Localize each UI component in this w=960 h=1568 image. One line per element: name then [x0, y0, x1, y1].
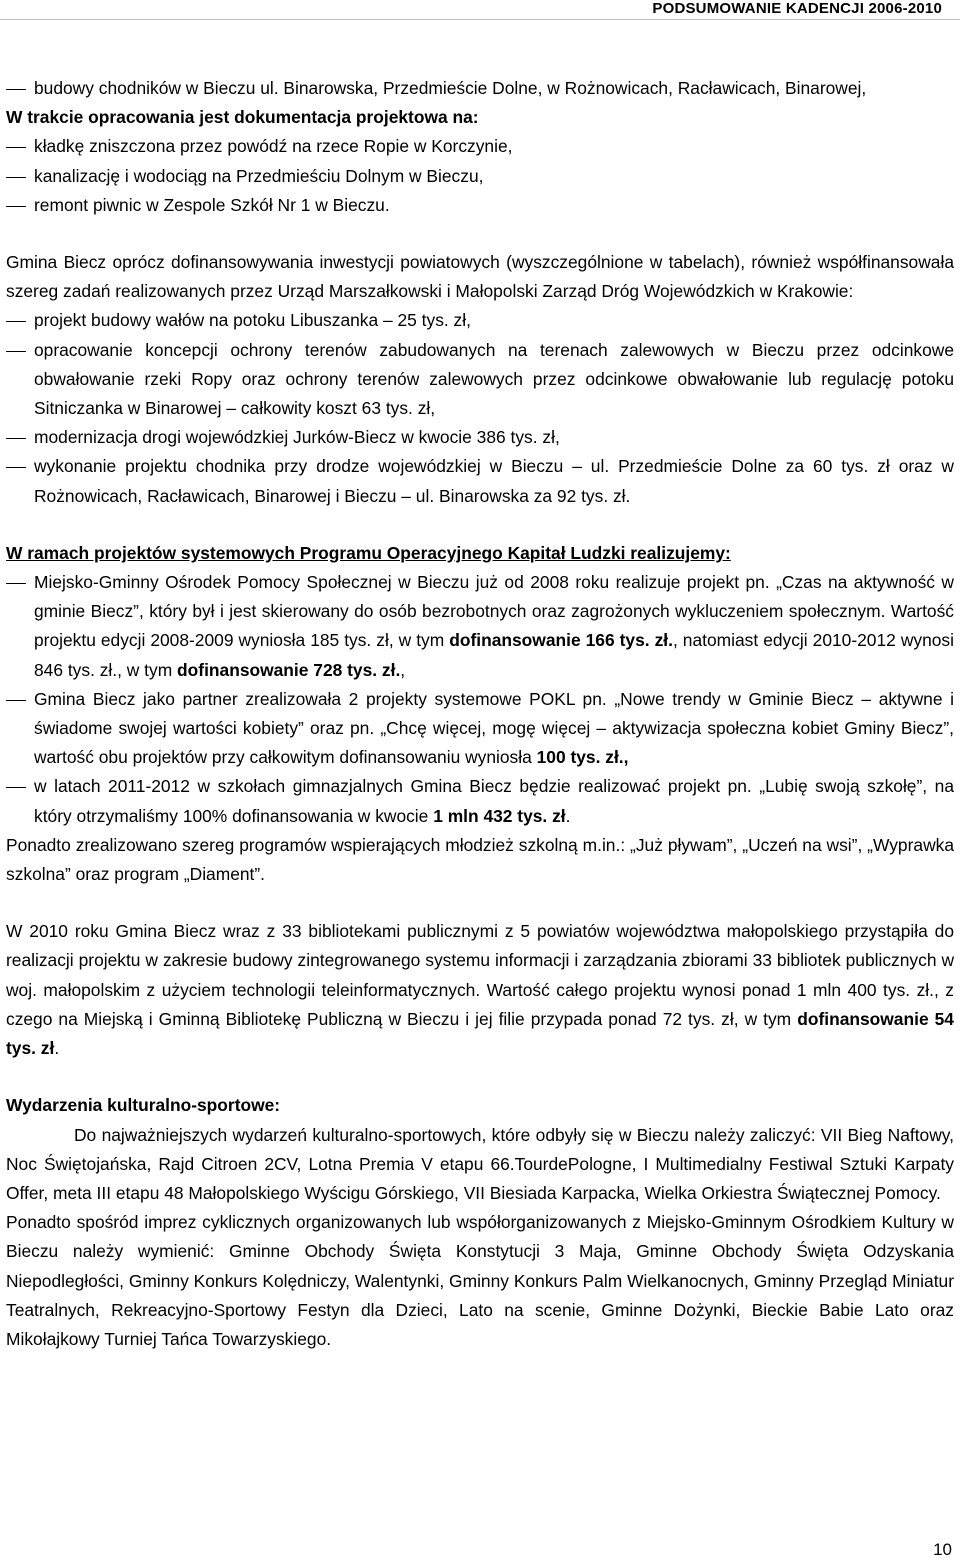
section-libraries [6, 917, 954, 1063]
header-rule [0, 19, 960, 20]
section-infrastructure [6, 74, 954, 220]
list-item: wykonanie projektu chodnika przy drodze wojewódzkiej w Bieczu – ul. Przedmieście Dolne za 60 tys. zł oraz w Rożnowicach, Racławicach, Binarowej i Bieczu – ul. Binarowska za 92 tys. zł. [34, 456, 954, 506]
list-item: opracowanie koncepcji ochrony terenów zabudowanych na terenach zalewowych w Bieczu przez odcinkowe obwałowanie rzeki Ropy oraz ochrony terenów zalewowych przez odcinkowe obwałowanie lub regulację potoku Sitniczanka w Binarowej – całkowity koszt 63 tys. zł, [34, 339, 954, 419]
paragraph: Ponadto spośród imprez cyklicznych organizowanych lub współorganizowanych z Miejsko-Gminnym Ośrodkiem Kultury w Bieczu należy wymienić: Gminne Obchody Święta Konstytucji 3 Maja, Gminne Obchody Święta Odzyskania Niepodległości, Gminny Konkurs Kolędniczy, Walentynki, Gminny Konkurs Palm Wielkanocnych, Gminny Przegląd Miniatur Teatralnych, Rekreacyjno-Sportowy Festyn dla Dzieci, Lato na scenie, Gminne Dożynki, Bieckie Babie Lato oraz Mikołajkowy Turniej Tańca Towarzyskiego. [6, 1212, 954, 1349]
section-pokl [6, 539, 954, 889]
subheading: W trakcie opracowania jest dokumentacja projektowa na: [6, 107, 479, 128]
page-header [0, 0, 960, 18]
section-events [6, 1091, 954, 1354]
list-item: remont piwnic w Zespole Szkół Nr 1 w Bieczu. [34, 194, 390, 215]
list-item: Gmina Biecz jako partner zrealizowała 2 projekty systemowe POKL pn. „Nowe trendy w Gminie Biecz – aktywne i świadome swojej wartości kobiety” oraz pn. „Chcę więcej, mogę więcej – aktywizacja społeczna kobiet Gminy Biecz”, wartość obu projektów przy całkowitym dofinansowaniu wyniosła 100 tys. zł., [34, 688, 954, 768]
list-item: Miejsko-Gminny Ośrodek Pomocy Społecznej w Bieczu już od 2008 roku realizuje projekt pn. „Czas na aktywność w gminie Biecz”, który był i jest skierowany do osób bezrobotnych oraz zagrożonych wykluczeniem społecznym. Wartość projektu edycji 2008-2009 wyniosła 185 tys. zł, w tym dofinansowanie 166 tys. zł., natomiast edycji 2010-2012 wynosi 846 tys. zł., w tym dofinansowanie 728 tys. zł., [34, 572, 954, 680]
paragraph: Gmina Biecz oprócz dofinansowywania inwestycji powiatowych (wyszczególnione w tabelach), również współfinansowała szereg zadań realizowanych przez Urząd Marszałkowski i Małopolski Zarząd Dróg Wojewódzkich w Krakowie: [6, 252, 954, 302]
page-number: 10 [933, 1540, 952, 1559]
paragraph: Ponadto zrealizowano szereg programów wspierających młodzież szkolną m.in.: „Już pływam”, „Uczeń na wsi”, „Wyprawka szkolna” oraz program „Diament”. [6, 834, 954, 885]
list-item: kładkę zniszczona przez powódź na rzece Ropie w Korczynie, [34, 136, 513, 157]
list-item: projekt budowy wałów na potoku Libuszanka – 25 tys. zł, [34, 310, 471, 331]
list-item: modernizacja drogi wojewódzkiej Jurków-Biecz w kwocie 386 tys. zł, [34, 427, 560, 448]
document-body [6, 74, 954, 1354]
paragraph: Do najważniejszych wydarzeń kulturalno-sportowych, które odbyły się w Bieczu należy zaliczyć: VII Bieg Naftowy, Noc Świętojańska, Rajd Citroen 2CV, Lotna Premia V etapu 66.TourdePologne, I Multimedialny Festiwal Sztuki Karpaty Offer, meta III etapu 48 Małopolskiego Wyścigu Górskiego, VII Biesiada Karpacka, Wielka Orkiestra Świątecznej Pomocy. [6, 1124, 954, 1203]
section-heading: W ramach projektów systemowych Programu Operacyjnego Kapitał Ludzki realizujemy: [6, 542, 731, 563]
list-item: kanalizację i wodociąg na Przedmieściu Dolnym w Bieczu, [34, 165, 484, 186]
section-co-financing [6, 248, 954, 511]
section-heading: Wydarzenia kulturalno-sportowe: [6, 1095, 281, 1116]
paragraph: W 2010 roku Gmina Biecz wraz z 33 bibliotekami publicznymi z 5 powiatów województwa małopolskiego przystąpiła do realizacji projektu w zakresie budowy zintegrowanego systemu informacji i zarządzania zbiorami 33 bibliotek publicznych w woj. małopolskim z użyciem technologii teleinformatycznych. Wartość całego projektu wynosi ponad 1 mln 400 tys. zł., z czego na Miejską i Gminną Bibliotekę Publiczną w Bieczu i jej filie przypada ponad 72 tys. zł, w tym dofinansowanie 54 tys. zł. [6, 921, 954, 1059]
header-title: PODSUMOWANIE KADENCJI 2006-2010 [652, 0, 942, 17]
list-item: w latach 2011-2012 w szkołach gimnazjalnych Gmina Biecz będzie realizować projekt pn. „Lubię swoją szkołę”, na który otrzymaliśmy 100% dofinansowania w kwocie 1 mln 432 tys. zł. [34, 776, 954, 826]
list-item: budowy chodników w Bieczu ul. Binarowska, Przedmieście Dolne, w Rożnowicach, Racławicach, Binarowej, [34, 78, 867, 98]
